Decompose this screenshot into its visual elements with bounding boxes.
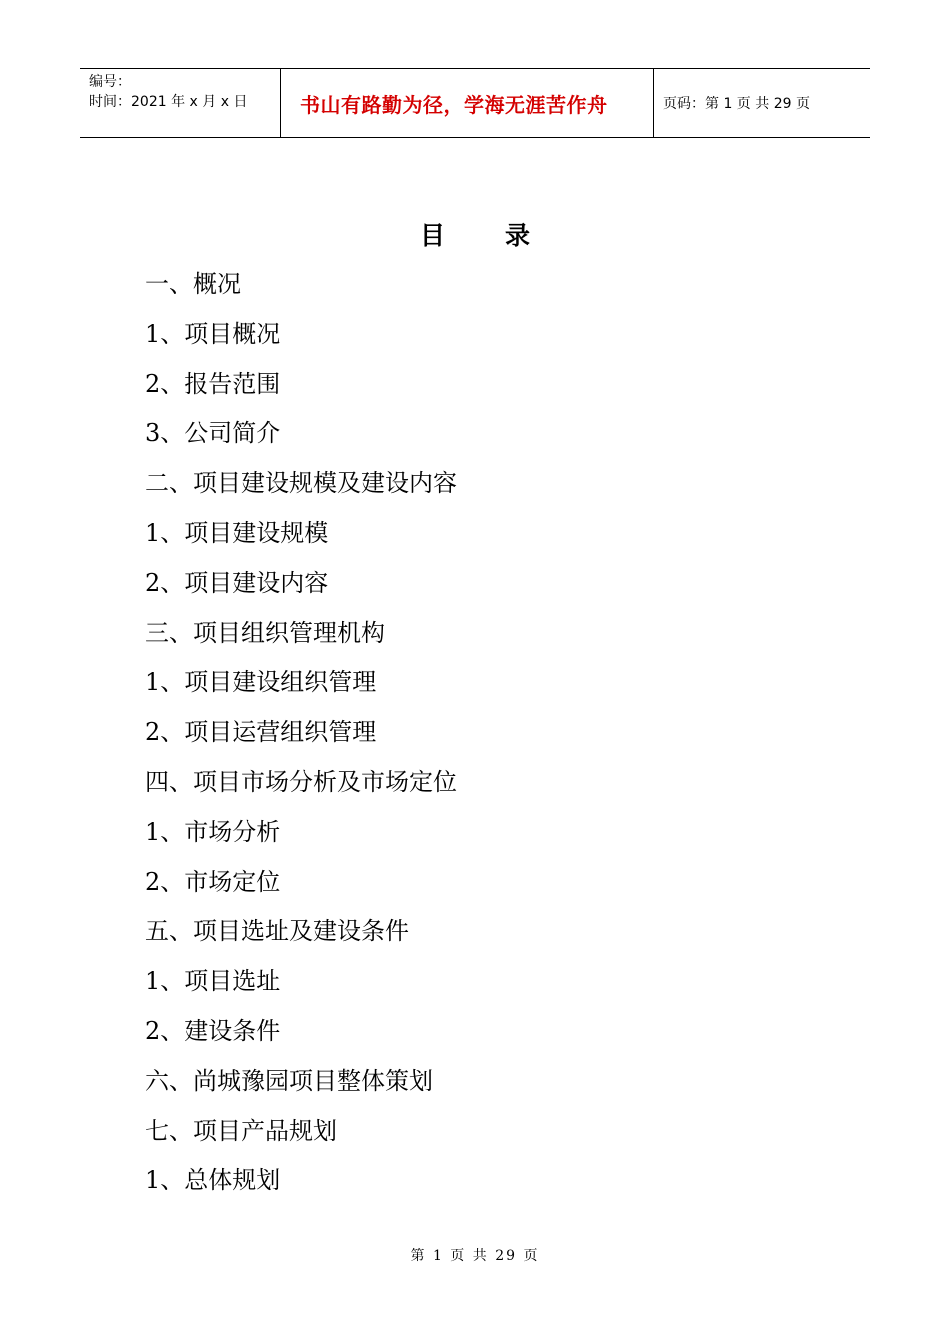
toc-item: 三、项目组织管理机构 [145, 618, 385, 647]
toc-title: 目录 [419, 221, 590, 250]
page-footer: 第 1 页 共 29 页 [410, 1248, 540, 1264]
header-meta [80, 69, 281, 137]
toc-item: 1、项目建设规模 [145, 518, 329, 547]
toc-list [145, 265, 457, 1211]
toc-item: 1、市场分析 [145, 817, 281, 846]
toc-item: 1、总体规划 [145, 1166, 281, 1195]
header-motto-cell [281, 69, 654, 137]
motto-text: 书山有路勤为径，学海无涯苦作舟 [300, 92, 608, 117]
toc-item: 2、项目建设内容 [145, 568, 329, 597]
toc-item: 一、概况 [145, 270, 241, 298]
toc-item: 1、项目选址 [145, 967, 281, 996]
toc-item: 2、市场定位 [145, 867, 281, 896]
toc-item: 1、项目概况 [145, 319, 281, 348]
header-page-cell [654, 69, 870, 137]
toc-item: 2、建设条件 [145, 1016, 281, 1045]
page-label: 页码：第 1 页 共 29 页 [663, 96, 810, 112]
time-label: 时间：2021 年 x 月 x 日 [89, 94, 248, 110]
toc-item: 1、项目建设组织管理 [145, 668, 377, 697]
toc-item: 2、报告范围 [145, 369, 281, 398]
toc-item: 四、项目市场分析及市场定位 [145, 767, 457, 796]
toc-item: 二、项目建设规模及建设内容 [145, 469, 457, 498]
page-header [80, 68, 870, 138]
toc-item: 六、尚城豫园项目整体策划 [145, 1066, 433, 1095]
toc-item: 五、项目选址及建设条件 [145, 917, 409, 946]
toc-item: 2、项目运营组织管理 [145, 718, 377, 747]
toc-item: 3、公司简介 [145, 419, 281, 448]
toc-item: 七、项目产品规划 [145, 1116, 337, 1145]
number-label: 编号： [89, 74, 131, 90]
